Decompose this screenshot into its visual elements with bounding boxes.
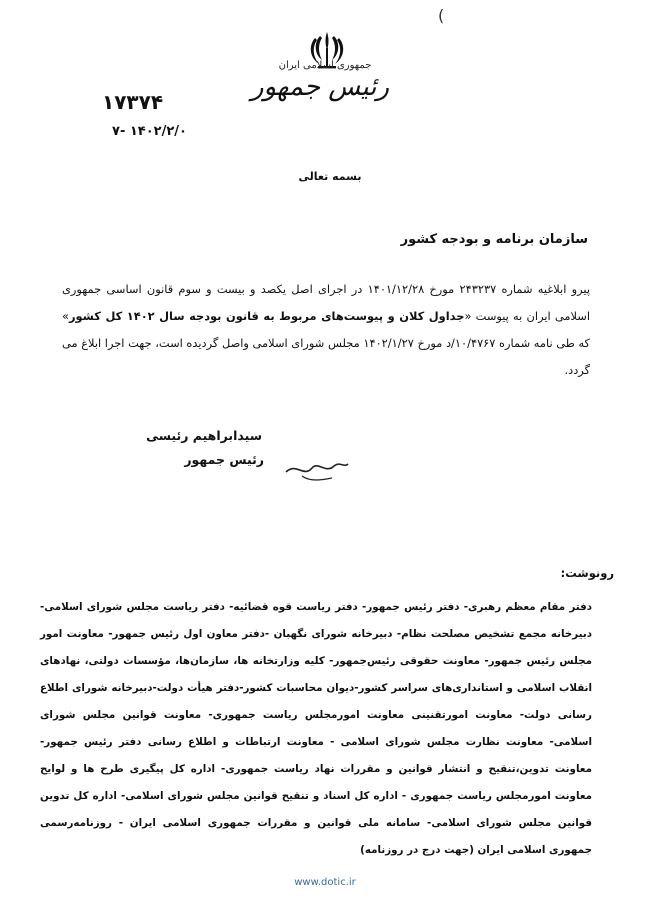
signatory-title: رئیس جمهور	[184, 452, 264, 467]
body-part-1: پیرو ابلاغیه شماره ۲۴۳۲۳۷ مورخ ۱۴۰۱/۱۲/۲۸ در اجرای اصل یکصد و بیست و سوم قانون اساسی جمهوری اسلامی ایران به پیوست «	[62, 282, 590, 323]
footer-url[interactable]: www.dotic.ir	[294, 877, 356, 888]
republic-name: جمهوری اسلامی ایران	[278, 60, 372, 71]
letter-body	[62, 276, 590, 384]
letter-number: ۱۷۳۷۴	[102, 90, 164, 114]
signature-icon	[282, 452, 352, 486]
cc-heading: رونوشت:	[560, 566, 614, 580]
signatory-name: سیدابراهیم رئیسی	[146, 428, 262, 443]
body-part-2: » که طی نامه شماره ۱۰/۴۷۶۷/د مورخ ۱۴۰۲/۱/۲۷ مجلس شورای اسلامی واصل گردیده است، جهت اجرا ابلاغ می گردد.	[62, 309, 590, 377]
bismillah: بسمه تعالی	[298, 170, 362, 183]
office-title: رئیس جمهور	[250, 72, 390, 102]
letter-date: ۱۴۰۲/۲/۰ -۷	[112, 124, 187, 139]
top-mark: (	[438, 6, 445, 25]
cc-list: دفتر مقام معظم رهبری- دفتر رئیس جمهور- دفتر ریاست قوه قضائیه- دفتر ریاست مجلس شورای اسلامی- دبیرخانه مجمع تشخیص مصلحت نظام- دبیرخانه شورای نگهبان -دفتر معاون اول رئیس جمهور- معاونت امور مجلس رئیس جمهور- معاونت حقوقی رئیس‌جمهور- کلیه وزارتخانه ها، سازمان‌ها، مؤسسات دولتی، نهادهای انقلاب اسلامی و استانداری‌های سراسر کشور-دیوان محاسبات کشور-دفتر هیأت دولت-دبیرخانه شورای اطلاع رسانی دولت- معاونت امورتقنینی معاونت امورمجلس ریاست جمهوری- معاونت قوانین مجلس شورای اسلامی- معاونت نظارت مجلس شورای اسلامی - معاونت ارتباطات و اطلاع رسانی دفتر رئیس جمهور- معاونت تدوین،تنقیح و انتشار قوانین و مقررات نهاد ریاست جمهوری- اداره کل پیگیری طرح ها و لوایح معاونت امورمجلس ریاست جمهوری - اداره کل اسناد و تنقیح قوانین مجلس شورای اسلامی- اداره کل تدوین قوانین مجلس شورای اسلامی- سامانه ملی قوانین و مقررات جمهوری اسلامی ایران - روزنامه‌رسمی جمهوری اسلامی ایران (جهت درج در روزنامه)	[40, 601, 592, 856]
body-bold-title: جداول کلان و پیوست‌های مربوط به قانون بودجه سال ۱۴۰۲ کل کشور	[68, 309, 465, 323]
addressee: سازمان برنامه و بودجه کشور	[400, 232, 588, 247]
